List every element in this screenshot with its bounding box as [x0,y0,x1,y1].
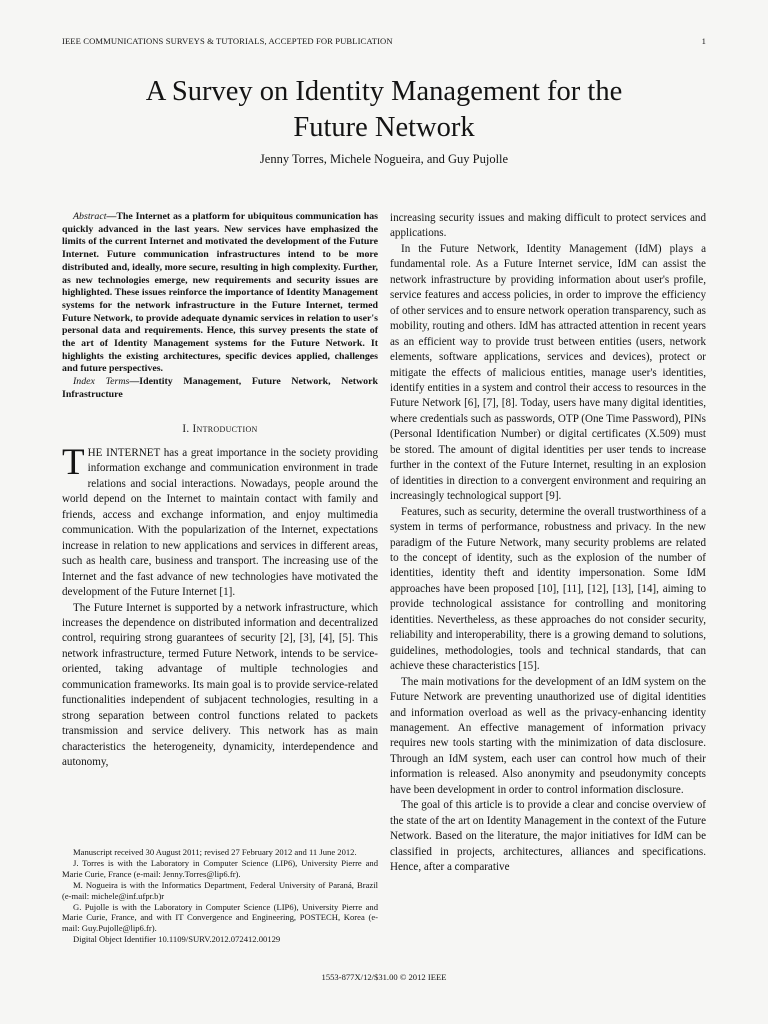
footnote-doi: Digital Object Identifier 10.1109/SURV.2012.072412.00129 [73,934,281,945]
footnote-author-torres: J. Torres is with the Laboratory in Computer Science (LIP6), University Pierre and Marie Curie, France (e-mail: Jenny.Torres@lip6.fr). [62,857,378,879]
right-paragraph-5: The goal of this article is to provide a clear and concise overview of the state of the art on Identity Management in the context of the Future Network. Based on the literature, the major initiatives for IdM can be classified in projects, architectures, alliances and specifications. Hence, after a comparative [390,799,706,874]
section-title: Introduction [192,422,258,435]
section-heading [62,422,378,437]
intro-paragraph-2: The Future Internet is supported by a network infrastructure, which increases the dependence on distributed information and decentralized control, requiring strong guarantees of security [2], [3], [4], [5]. This network infrastructure, termed Future Network, intends to be service-oriented, taking advantage of multiple technologies and communication frameworks. Its main goal is to provide service-related functionalities independent of subjacent technologies, resulting in a strong separation between control functions related to packets transmission and service delivery. This network has as main characteristics the heterogeneity, dynamicity, interdependence and autonomy, [62,601,378,769]
paper-title [0,74,768,146]
right-paragraph-3: Features, such as security, determine the overall trustworthiness of a system in terms of performance, robustness and privacy. In the new paradigm of the Future Network, many security problems are related to the concept of identity, such as the explosion of the number of identities, identity theft and identity impersonation. Some IdM approaches have been proposed [10], [11], [12], [13], [14], aiming to provide technological assistance for controlling and monitoring identities. Nevertheless, as these approaches do not consider security, reliability and interoperability, there is a growing demand to solutions, guidelines, methodologies, tools and technical standards, that can achieve these characteristics [15]. [390,505,706,673]
section-numeral: I. [182,422,190,435]
journal-name: IEEE COMMUNICATIONS SURVEYS & TUTORIALS, ACCEPTED FOR PUBLICATION [62,36,393,46]
intro-paragraph-1 [62,442,378,601]
right-column [390,211,706,875]
copyright-footer: 1553-877X/12/$31.00 © 2012 IEEE [321,972,447,982]
right-paragraph-4: The main motivations for the development of an IdM system on the Future Network are preventing unauthorized use of digital identities and information overload as well as the privacy-enhancing identity management. An effective management of information privacy requires new tools starting with the minimization of data disclosure. Through an IdM system, each user can control how much of their information is released. Also anonymity and pseudonymity concepts have been development in order to control information disclosure. [390,675,706,796]
intro-first-words: HE INTERNET [87,447,161,459]
abstract-text: —The Internet as a platform for ubiquitous communication has quickly advanced in the last years. New services have emphasized the limits of the current Internet and motivated the development of the Future Internet. Future communication infrastructures intend to be more distributed and, ideally, more secure, resulting in high complexity. Further, as new technologies emerge, new requirements and security issues are highlighted. These issues reinforce the importance of Identity Management systems for the network infrastructure in the Future Internet, termed Future Network, to provide adequate dynamic services in relation to user's personal data and requirements. Hence, this survey presents the state of the art of Identity Management systems for the Future Network. It highlights the existing architectures, specific devices applied, challenges and future perspectives. [62,211,378,375]
right-paragraph-2: In the Future Network, Identity Management (IdM) plays a fundamental role. As a Future Internet service, IdM can assist the network infrastructure by providing information about user's profile, service features and access policies, in order to improve the efficiency of other services and to ensure network operation transparency, such as mobility, routing and others. IdM has attracted attention in recent years as an efficient way to provide trust between entities (users, network elements, software applications, services and devices), protect or mitigate the effects of malicious entities, manage user's identities, identify entities in a system and control their access to resources in the Future Network [6], [7], [8]. Today, users have many digital identities, where credentials such as passwords, OTP (One Time Password), PINs (Personal Identification Number) or digital certificates (X.509) must be stored. The amount of digital identities per user tends to increase further in the context of the Future Internet, resulting in an explosion of identities in direction to a convergent environment and requiring an increasingly technological support [9]. [390,242,706,503]
title-line-2: Future Network [293,112,475,143]
index-terms [62,376,378,401]
running-header [62,36,706,46]
right-paragraph-1: increasing security issues and making difficult to protect services and applications. [390,212,706,240]
abstract [62,211,378,376]
left-column [62,211,378,771]
footnotes [62,847,378,945]
index-terms-text: —Identity Management, Future Network, Network Infrastructure [62,376,378,400]
footnote-author-nogueira: M. Nogueira is with the Informatics Department, Federal University of Paraná, Brazil (e-mail: michele@inf.ufpr.b)r [62,879,378,901]
title-line-1: A Survey on Identity Management for the [145,76,623,107]
intro-paragraph-1-text: has a great importance in the society providing information exchange and communication environment in trade relations and social interactions. Nowadays, people around the world depend on the Internet to maintain contact with family and friends, access and exchange information, and enjoy multimedia communication. With the popularization of the Internet, expectations increase in relation to new applications and services in different areas, such as health care, business and transport. The increasing use of the Internet and the fast advance of new technologies have motivated the development of the Future Internet [1]. [62,447,378,599]
abstract-lead: Abstract [73,211,107,222]
footnote-author-pujolle: G. Pujolle is with the Laboratory in Computer Science (LIP6), University Pierre and Marie Curie, France, and with IT Convergence and Engineering, POSTECH, Korea (e-mail: Guy.Pujolle@lip6.fr). [62,901,378,934]
drop-cap: T [62,442,85,483]
index-terms-lead: Index Terms [73,376,130,388]
page-number: 1 [701,36,706,46]
footnote-received: Manuscript received 30 August 2011; revised 27 February 2012 and 11 June 2012. [73,847,357,857]
author-list: Jenny Torres, Michele Nogueira, and Guy Pujolle [259,152,509,166]
